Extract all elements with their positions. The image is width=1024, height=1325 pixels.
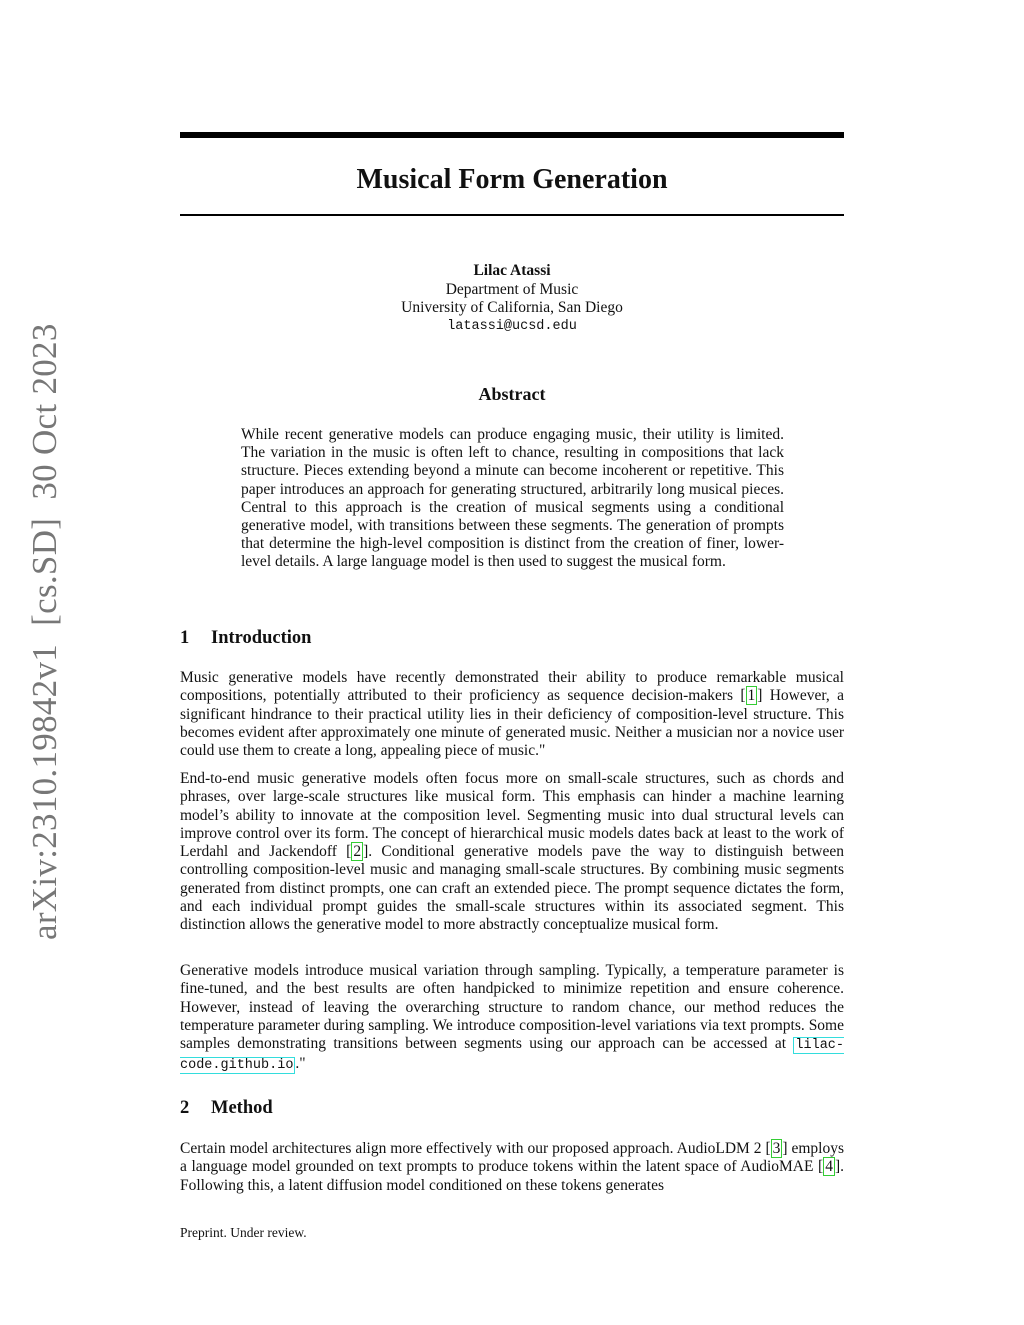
text-run: ] employs a language model grounded on text prompts to produce tokens within the latent space of AudioMAE [: [180, 1140, 845, 1176]
method-paragraph-1: [180, 1140, 844, 1195]
text-run: ]. Following this, a latent diffusion model conditioned on these tokens generates: [180, 1158, 844, 1194]
intro-paragraph-2: [180, 770, 844, 935]
author-block: [180, 262, 844, 336]
text-run: Music generative models have recently demonstrated their ability to produce remarkable musical compositions, potentially attributed to their proficiency as sequence decision-makers [: [180, 669, 844, 705]
text-run: ]. Conditional generative models pave the way to distinguish between controlling composition-level music and managing small-scale structures. By combining music segments generated from distinct prompts, one can craft an extended piece. The prompt sequence dictates the form, and each individual prompt guides the small-scale structures within its associated segment. This distinction allows the generative model to more abstractly conceptualize musical form.: [180, 843, 844, 934]
author-university: University of California, San Diego: [401, 299, 623, 316]
citation-link[interactable]: 2: [353, 843, 362, 861]
citation-link[interactable]: 1: [747, 687, 756, 705]
project-url-link[interactable]: lilac-code.github.io: [180, 1038, 844, 1074]
title-bottom-rule: [180, 214, 844, 216]
author-department: Department of Music: [445, 280, 579, 298]
text-run: End-to-end music generative models often focus more on small-scale structures, such as chords and phrases, over large-scale structures like musical form. This emphasis can hinder a machine learning model’s ability to innovate at the composition level. Segmenting music into dual structural levels can improve control over its form. The concept of hierarchical music models dates back at least to the work of Lerdahl and Jackendoff [: [180, 770, 844, 861]
section-number: 2: [180, 1098, 190, 1118]
section-number: 1: [180, 628, 190, 648]
intro-paragraph-1: [180, 669, 844, 760]
abstract-heading: Abstract: [478, 384, 546, 404]
abstract-text: While recent generative models can produce engaging music, their utility is limited. The variation in the music is often left to chance, resulting in compositions that lack structure. Pieces extending beyond a minute can become incoherent or repetitive. This paper introduces an approach for generating structured, arbitrarily long musical pieces. Central to this approach is the creation of musical segments using a conditional generative model, with transitions between these segments. The generation of prompts that determine the high-level composition is distinct from the creation of finer, lower-level details. A large language model is then used to suggest the musical form.: [241, 426, 784, 571]
citation-link[interactable]: 3: [772, 1140, 781, 1157]
title-top-rule: [180, 132, 844, 138]
section-heading-introduction: [180, 626, 844, 650]
text-run: Certain model architectures align more effectively with our proposed approach. AudioLDM 2 [: [180, 1140, 771, 1157]
arxiv-stamp: [25, 323, 65, 940]
author-name: Lilac Atassi: [473, 262, 551, 279]
section-title: Method: [211, 1098, 273, 1118]
section-heading-method: [180, 1096, 844, 1120]
citation-link[interactable]: 4: [825, 1158, 833, 1176]
text-run: Generative models introduce musical variation through sampling. Typically, a temperature parameter is fine-tuned, and the best results are often handpicked to minimize repetition and ensure coherence. However, instead of leaving the overarching structure to random chance, our method reduces the temperature parameter during sampling. We introduce composition-level variations via text prompts. Some samples demonstrating transitions between segments using our approach can be accessed at: [180, 962, 844, 1053]
arxiv-stamp-text: arXiv:2310.19842v1 [cs.SD] 30 Oct 2023: [25, 323, 64, 940]
text-run: .": [295, 1055, 306, 1073]
author-email[interactable]: latassi@ucsd.edu: [447, 318, 577, 334]
intro-paragraph-3: [180, 962, 844, 1076]
paper-title: Musical Form Generation: [356, 164, 668, 195]
text-run: ] However, a significant hindrance to their practical utility lies in their deficiency of composition-level structure. This becomes evident after approximately one minute of generated music. Neither a musician nor a novice user could use them to create a long, appealing piece of music.": [180, 687, 844, 760]
section-title: Introduction: [211, 628, 312, 648]
footer-note: Preprint. Under review.: [180, 1225, 307, 1240]
